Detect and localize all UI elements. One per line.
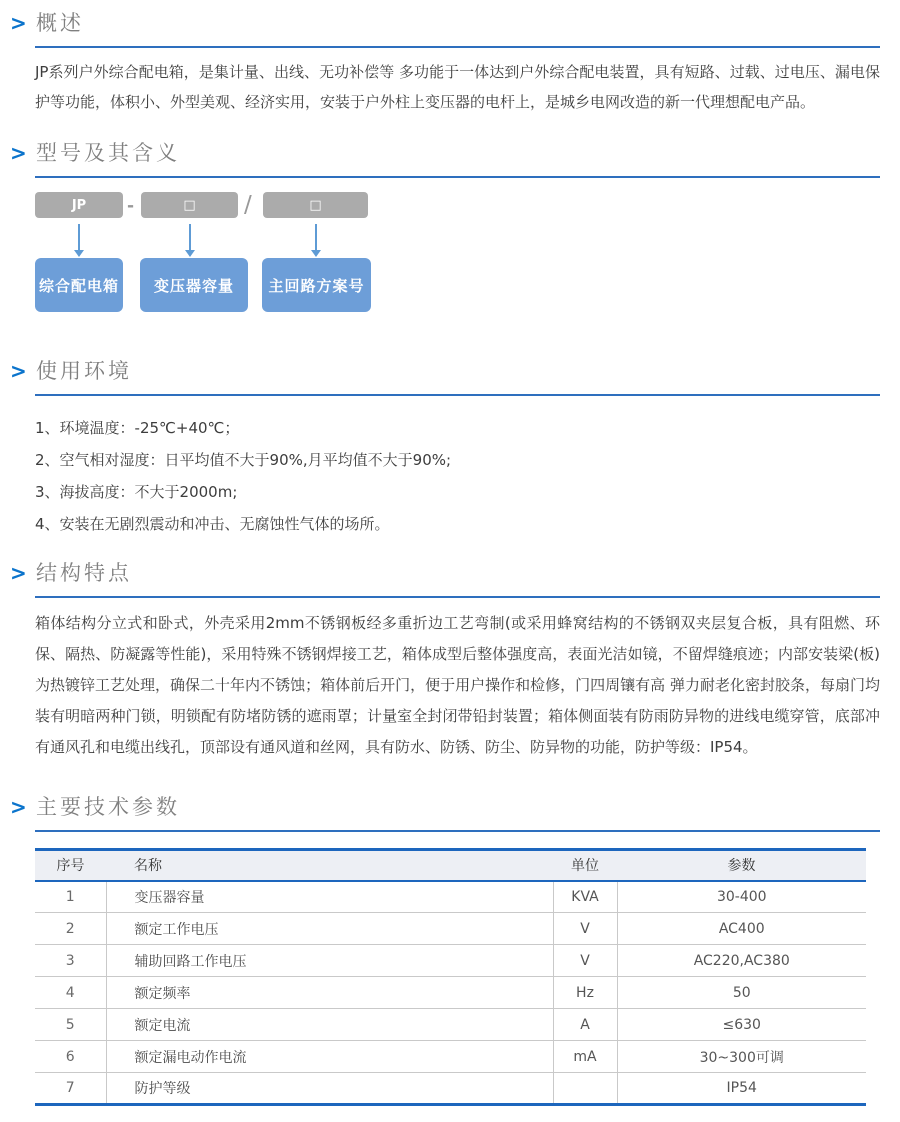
table-cell: 2 (65, 920, 75, 937)
table-cell: 7 (65, 1080, 75, 1096)
table-cell: 额定电流 (106, 1009, 553, 1041)
section-model-heading (0, 140, 880, 178)
environment-list-item: 1、环境温度：-25℃+40℃； (35, 419, 240, 437)
heading-underline (35, 596, 880, 598)
table-cell (553, 1073, 617, 1105)
table-cell: 6 (65, 1048, 75, 1065)
table-cell: KVA (553, 881, 617, 913)
table-row (35, 913, 866, 945)
down-arrow-icon (78, 224, 80, 250)
table-header-value: 参数 (727, 858, 756, 875)
section-title-model: 型号及其含义 (36, 141, 180, 165)
environment-list-item: 2、空气相对湿度：日平均值不大于90%,月平均值不大于90%; (35, 451, 452, 469)
model-separator-slash: / (244, 192, 252, 218)
section-marker-icon: > (10, 561, 27, 585)
section-title-structure: 结构特点 (36, 561, 132, 585)
parameters-table (35, 848, 866, 1106)
section-parameters-heading (0, 794, 880, 832)
environment-list-item: 3、海拔高度：不大于2000m; (35, 483, 238, 501)
table-header-no: 序号 (56, 858, 85, 875)
section-marker-icon: > (10, 359, 27, 383)
table-cell: 30~300可调 (617, 1041, 866, 1073)
table-row (35, 881, 866, 913)
table-cell: 3 (65, 952, 75, 969)
section-environment-heading (0, 358, 880, 396)
section-title-parameters: 主要技术参数 (36, 795, 180, 819)
table-cell: mA (553, 1041, 617, 1073)
model-code-box-prefix: JP (35, 192, 123, 218)
table-row (35, 945, 866, 977)
table-row (35, 1009, 866, 1041)
table-cell: 1 (65, 888, 75, 905)
table-cell: IP54 (617, 1073, 866, 1105)
table-row (35, 977, 866, 1009)
section-structure-heading (0, 560, 880, 598)
table-header-name: 名称 (134, 858, 162, 875)
page-title: 概述 (36, 11, 84, 35)
table-cell: 50 (617, 977, 866, 1009)
table-header-unit: 单位 (571, 858, 599, 875)
table-row (35, 1073, 866, 1105)
heading-underline (35, 830, 880, 832)
table-cell: 30-400 (617, 881, 866, 913)
model-separator-dash: - (127, 196, 135, 216)
down-arrow-icon (189, 224, 191, 250)
heading-underline (35, 176, 880, 178)
param-table-body (35, 881, 866, 1105)
section-marker-icon: > (10, 795, 27, 819)
table-cell: 额定工作电压 (106, 913, 553, 945)
table-cell: 5 (65, 1016, 75, 1033)
section-marker-icon: > (10, 11, 27, 35)
table-cell: V (553, 913, 617, 945)
table-cell: 防护等级 (106, 1073, 553, 1105)
environment-list (35, 412, 451, 540)
table-cell: 额定频率 (106, 977, 553, 1009)
table-cell: Hz (553, 977, 617, 1009)
section-title-environment: 使用环境 (36, 359, 132, 383)
overview-paragraph: JP系列户外综合配电箱，是集计量、出线、无功补偿等 多功能于一体达到户外综合配电装置，具有短路、过载、过电压、漏电保护等功能，体积小、外型美观、经济实用，安装于户外柱上变压器的电杆上，是城乡电网改造的新一代理想配电产品。 (35, 63, 880, 111)
table-cell: 辅助回路工作电压 (106, 945, 553, 977)
table-cell: ≤630 (617, 1009, 866, 1041)
table-header-row (35, 850, 866, 881)
heading-underline (35, 46, 880, 48)
heading-underline (35, 394, 880, 396)
down-arrow-icon (315, 224, 317, 250)
section-overview-heading (0, 10, 880, 48)
section-marker-icon: > (10, 141, 27, 165)
model-code-box-scheme: □ (263, 192, 368, 218)
table-cell: 变压器容量 (106, 881, 553, 913)
model-meaning-box: 变压器容量 (140, 258, 248, 312)
structure-paragraph: 箱体结构分立式和卧式，外壳采用2mm不锈钢板经多重折边工艺弯制(或采用蜂窝结构的不锈钢双夹层复合板，具有阻燃、环保、隔热、防凝露等性能)，采用特殊不锈钢焊接工艺，箱体成型后整体强度高，表面光洁如镜，不留焊缝痕迹；内部安装梁(板)为热镀锌工艺处理，确保二十年内不锈蚀；箱体前后开门，便于用户操作和检修，门四周镶有高 弹力耐老化密封胶条，每扇门均装有明暗两种门锁，明锁配有防堵防锈的遮雨罩；计量室全封闭带铅封装置；箱体侧面装有防雨防异物的进线电缆穿管，底部冲有通风孔和电缆出线孔，顶部设有通风道和丝网，具有防水、防锈、防尘、防异物的功能，防护等级：IP54。 (35, 614, 880, 756)
table-cell: 4 (65, 984, 75, 1001)
table-cell: 额定漏电动作电流 (106, 1041, 553, 1073)
model-meaning-box: 综合配电箱 (35, 258, 123, 312)
table-cell: V (553, 945, 617, 977)
environment-list-item: 4、安装在无剧烈震动和冲击、无腐蚀性气体的场所。 (35, 515, 390, 533)
model-meaning-box: 主回路方案号 (262, 258, 371, 312)
table-cell: AC400 (617, 913, 866, 945)
table-cell: AC220,AC380 (617, 945, 866, 977)
table-row (35, 1041, 866, 1073)
model-code-box-capacity: □ (141, 192, 238, 218)
model-designation-diagram (35, 190, 555, 322)
table-cell: A (553, 1009, 617, 1041)
